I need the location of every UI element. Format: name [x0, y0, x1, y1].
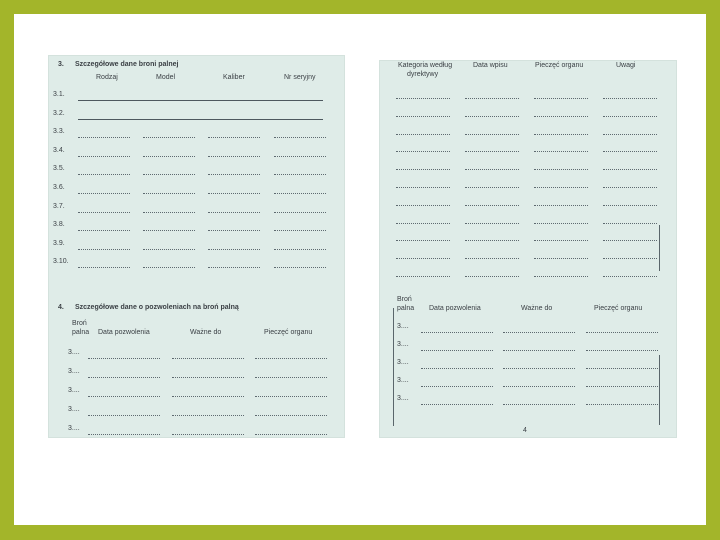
entry-line	[88, 396, 160, 397]
entry-line	[603, 187, 657, 188]
entry-line	[396, 223, 450, 224]
entry-line	[78, 193, 130, 194]
entry-line	[396, 276, 450, 277]
slide-frame	[14, 14, 706, 525]
entry-line	[208, 249, 260, 250]
entry-line	[78, 249, 130, 250]
section-3-number: 3.	[58, 61, 64, 68]
entry-line	[78, 230, 130, 231]
entry-line	[396, 151, 450, 152]
column-header-model: Model	[156, 74, 176, 81]
entry-line	[534, 151, 588, 152]
entry-line	[172, 358, 244, 359]
entry-line	[465, 169, 519, 170]
row-number: 3....	[397, 359, 409, 366]
column-header-palna: palna	[72, 329, 90, 336]
entry-line	[603, 98, 657, 99]
entry-line	[421, 332, 493, 333]
entry-line	[465, 258, 519, 259]
entry-line	[143, 174, 195, 175]
entry-line	[255, 377, 327, 378]
entry-line	[88, 358, 160, 359]
entry-line	[534, 240, 588, 241]
entry-line	[465, 187, 519, 188]
entry-line	[534, 205, 588, 206]
row-number: 3.2.	[53, 109, 65, 117]
column-header-wazne-do: Ważne do	[190, 329, 222, 336]
entry-line	[208, 174, 260, 175]
row-number: 3....	[68, 425, 80, 432]
entry-line	[534, 258, 588, 259]
entry-line	[396, 205, 450, 206]
entry-line	[465, 116, 519, 117]
entry-line	[143, 212, 195, 213]
column-header-kategoria: Kategoria według	[398, 62, 453, 69]
entry-line	[503, 350, 575, 351]
row-number: 3.8.	[53, 221, 65, 229]
column-header-palna-right: palna	[397, 305, 415, 312]
entry-line	[465, 205, 519, 206]
entry-line	[255, 396, 327, 397]
column-header-wazne-do-right: Ważne do	[521, 305, 553, 312]
section-4-title: Szczegółowe dane o pozwoleniach na broń palną	[75, 304, 239, 311]
entry-line	[78, 212, 130, 213]
row-number: 3.3.	[53, 128, 65, 136]
section-3-title: Szczegółowe dane broni palnej	[75, 61, 179, 68]
page-number: 4	[523, 427, 527, 434]
row-number: 3....	[68, 349, 80, 356]
entry-line	[172, 377, 244, 378]
entry-line	[88, 434, 160, 435]
row-number: 3.5.	[53, 165, 65, 173]
entry-line	[396, 187, 450, 188]
row-number: 3....	[68, 387, 80, 394]
entry-line	[534, 169, 588, 170]
entry-line	[503, 332, 575, 333]
entry-line	[603, 134, 657, 135]
entry-line	[396, 258, 450, 259]
entry-line	[396, 98, 450, 99]
row-number: 3....	[68, 368, 80, 375]
entry-line	[78, 100, 323, 101]
column-header-data-wpisu: Data wpisu	[473, 62, 508, 69]
column-header-pieczec-organu-lower: Pieczęć organu	[594, 305, 643, 312]
entry-line	[143, 156, 195, 157]
column-header-kaliber: Kaliber	[223, 74, 245, 81]
entry-line	[586, 350, 658, 351]
entry-line	[586, 386, 658, 387]
entry-line	[78, 137, 130, 138]
entry-line	[534, 116, 588, 117]
row-number: 3.1.	[53, 91, 65, 98]
row-number: 3.9.	[53, 239, 65, 247]
entry-line	[274, 137, 326, 138]
page-border-right-upper	[659, 225, 660, 271]
column-header-pieczec-organu-right: Pieczęć organu	[535, 62, 584, 69]
entry-line	[88, 415, 160, 416]
column-header-data-pozwolenia-right: Data pozwolenia	[429, 305, 481, 312]
section-4-number: 4.	[58, 304, 64, 311]
row-number: 3.7.	[53, 202, 65, 210]
row-number: 3.10.	[53, 258, 69, 266]
entry-line	[274, 193, 326, 194]
entry-line	[88, 377, 160, 378]
entry-line	[255, 358, 327, 359]
entry-line	[465, 134, 519, 135]
column-header-data-pozwolenia: Data pozwolenia	[98, 329, 150, 336]
entry-line	[208, 212, 260, 213]
entry-line	[274, 212, 326, 213]
row-number: 3....	[397, 377, 409, 384]
entry-line	[603, 151, 657, 152]
entry-line	[78, 174, 130, 175]
entry-line	[421, 386, 493, 387]
column-header-bron-right: Broń	[397, 296, 412, 303]
entry-line	[396, 169, 450, 170]
entry-line	[274, 156, 326, 157]
column-header-rodzaj: Rodzaj	[96, 74, 118, 81]
entry-line	[143, 230, 195, 231]
entry-line	[534, 134, 588, 135]
entry-line	[465, 276, 519, 277]
row-number: 3....	[68, 406, 80, 413]
entry-line	[396, 116, 450, 117]
entry-line	[172, 415, 244, 416]
entry-line	[208, 137, 260, 138]
entry-line	[534, 223, 588, 224]
entry-line	[172, 396, 244, 397]
entry-line	[143, 193, 195, 194]
entry-line	[603, 169, 657, 170]
entry-line	[208, 267, 260, 268]
entry-line	[208, 193, 260, 194]
column-header-pieczec-organu: Pieczęć organu	[264, 329, 313, 336]
entry-line	[465, 223, 519, 224]
entry-line	[534, 98, 588, 99]
entry-line	[172, 434, 244, 435]
entry-line	[603, 223, 657, 224]
entry-line	[274, 249, 326, 250]
entry-line	[421, 350, 493, 351]
page-border-right-lower	[659, 355, 660, 425]
entry-line	[274, 267, 326, 268]
entry-line	[603, 205, 657, 206]
entry-line	[534, 187, 588, 188]
entry-line	[465, 98, 519, 99]
entry-line	[421, 368, 493, 369]
entry-line	[465, 240, 519, 241]
entry-line	[274, 174, 326, 175]
column-header-dyrektywy: dyrektywy	[407, 71, 439, 78]
entry-line	[603, 240, 657, 241]
entry-line	[421, 404, 493, 405]
entry-line	[78, 267, 130, 268]
entry-line	[143, 267, 195, 268]
entry-line	[603, 276, 657, 277]
entry-line	[208, 156, 260, 157]
row-number: 3....	[397, 323, 409, 330]
entry-line	[255, 415, 327, 416]
entry-line	[603, 116, 657, 117]
entry-line	[586, 332, 658, 333]
entry-line	[396, 240, 450, 241]
entry-line	[534, 276, 588, 277]
document-page-left	[48, 55, 345, 438]
entry-line	[603, 258, 657, 259]
entry-line	[586, 368, 658, 369]
row-number: 3....	[397, 395, 409, 402]
entry-line	[274, 230, 326, 231]
entry-line	[208, 230, 260, 231]
entry-line	[586, 404, 658, 405]
column-header-nr-seryjny: Nr seryjny	[284, 74, 316, 81]
entry-line	[78, 156, 130, 157]
row-number: 3....	[397, 341, 409, 348]
entry-line	[503, 386, 575, 387]
entry-line	[503, 404, 575, 405]
page-border-left-lower	[393, 308, 394, 426]
row-number: 3.6.	[53, 184, 65, 191]
entry-line	[78, 119, 323, 120]
entry-line	[503, 368, 575, 369]
entry-line	[143, 249, 195, 250]
document-page-right	[379, 60, 677, 438]
entry-line	[396, 134, 450, 135]
column-header-uwagi: Uwagi	[616, 62, 636, 69]
entry-line	[143, 137, 195, 138]
entry-line	[465, 151, 519, 152]
column-header-bron: Broń	[72, 320, 87, 327]
row-number: 3.4.	[53, 146, 65, 154]
entry-line	[255, 434, 327, 435]
